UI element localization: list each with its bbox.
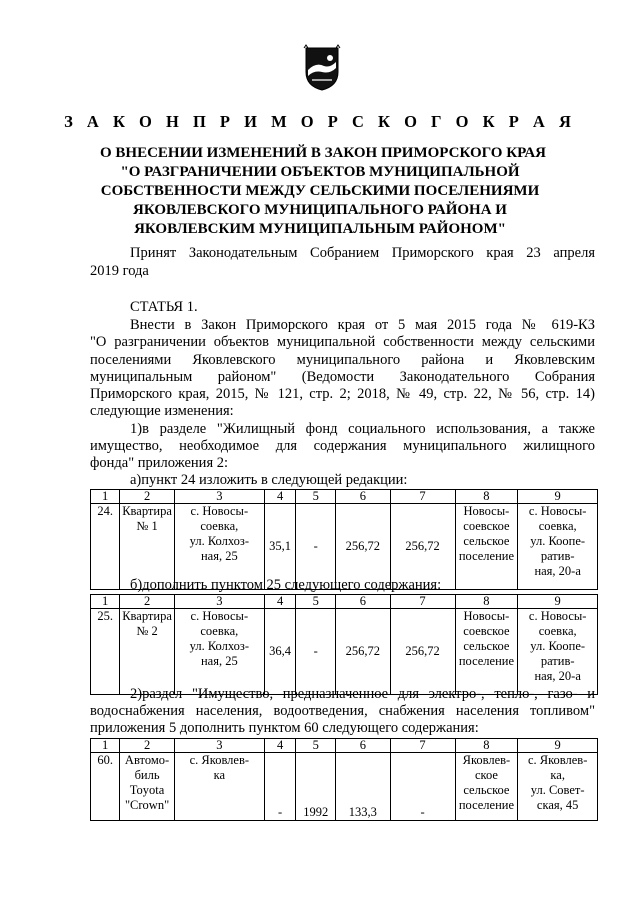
cell-col5: - bbox=[296, 609, 336, 695]
cell-owner-address: с. Новосы- соевка, ул. Коопе- ратив- ная, 20-а bbox=[518, 609, 598, 695]
header-cell: 1 bbox=[91, 595, 120, 609]
header-cell: 1 bbox=[91, 490, 120, 504]
intro-line: муниципальным районом" (Ведомости Законодательного Собрания bbox=[90, 369, 595, 385]
subtitle-line: "О РАЗГРАНИЧЕНИИ ОБЪЕКТОВ МУНИЦИПАЛЬНОЙ bbox=[120, 164, 520, 180]
cell-col7: 256,72 bbox=[390, 609, 455, 695]
table-item-25 bbox=[90, 594, 598, 695]
header-cell: 8 bbox=[455, 490, 518, 504]
cell-number: 24. bbox=[91, 504, 120, 590]
header-cell: 3 bbox=[174, 595, 264, 609]
item1-line: фонда" приложения 2: bbox=[90, 455, 229, 471]
cell-number: 60. bbox=[91, 753, 120, 821]
header-cell: 6 bbox=[336, 739, 390, 753]
subtitle-line: ЯКОВЛЕВСКОГО МУНИЦИПАЛЬНОГО РАЙОНА И bbox=[133, 202, 507, 218]
table-row bbox=[91, 609, 598, 695]
header-cell: 5 bbox=[296, 490, 336, 504]
table-header-row bbox=[91, 490, 598, 504]
intro-line: следующие изменения: bbox=[90, 403, 234, 419]
table-header-row bbox=[91, 595, 598, 609]
cell-address: с. Яковлев- ка bbox=[174, 753, 264, 821]
header-cell: 9 bbox=[518, 739, 598, 753]
cell-owner: Новосы- соевское сельское поселение bbox=[455, 504, 518, 590]
intro-line: "О разграничении объектов муниципальной собственности между сельскими bbox=[90, 334, 595, 350]
header-cell: 2 bbox=[120, 490, 174, 504]
item1-line: 1)в разделе "Жилищный фонд социального использования, а также bbox=[130, 421, 595, 437]
header-cell: 9 bbox=[518, 490, 598, 504]
table-row bbox=[91, 753, 598, 821]
cell-col6: 256,72 bbox=[336, 609, 390, 695]
cell-col6: 133,3 bbox=[336, 753, 390, 821]
cell-name: Квартира № 2 bbox=[120, 609, 174, 695]
header-cell: 8 bbox=[455, 595, 518, 609]
adopted-line-1: Принят Законодательным Собранием Приморского края 23 апреля bbox=[130, 245, 595, 261]
item1-line: имущество, необходимое для содержания муниципального жилищного bbox=[90, 438, 595, 454]
law-title: З А К О Н П Р И М О Р С К О Г О К Р А Я bbox=[64, 112, 576, 131]
cell-number: 25. bbox=[91, 609, 120, 695]
header-cell: 7 bbox=[390, 490, 455, 504]
item2-line: водоснабжения населения, водоотведения, снабжения населения топливом" bbox=[90, 703, 595, 719]
cell-name: Автомо- биль Toyota "Crown" bbox=[120, 753, 174, 821]
cell-owner: Новосы- соевское сельское поселение bbox=[455, 609, 518, 695]
header-cell: 8 bbox=[455, 739, 518, 753]
header-cell: 9 bbox=[518, 595, 598, 609]
header-cell: 3 bbox=[174, 490, 264, 504]
item2-line: 2)раздел "Имущество, предназначенное для электро-, тепло-, газо- и bbox=[130, 686, 595, 702]
header-cell: 3 bbox=[174, 739, 264, 753]
header-cell: 7 bbox=[390, 739, 455, 753]
header-cell: 6 bbox=[336, 490, 390, 504]
article-heading: СТАТЬЯ 1. bbox=[130, 299, 198, 315]
header-cell: 4 bbox=[264, 595, 295, 609]
item1b-text: б)дополнить пунктом 25 следующего содержания: bbox=[130, 577, 442, 593]
cell-col4: 36,4 bbox=[264, 609, 295, 695]
cell-col7: 256,72 bbox=[390, 504, 455, 590]
header-cell: 2 bbox=[120, 739, 174, 753]
law-subtitle bbox=[100, 144, 546, 239]
header-cell: 4 bbox=[264, 490, 295, 504]
intro-line: поселениями Яковлевского муниципального района и Яковлевским bbox=[90, 352, 595, 368]
cell-owner-address: с. Новосы- соевка, ул. Коопе- ратив- ная, 20-а bbox=[518, 504, 598, 590]
cell-col4: - bbox=[264, 753, 295, 821]
subtitle-line: СОБСТВЕННОСТИ МЕЖДУ СЕЛЬСКИМИ ПОСЕЛЕНИЯМИ bbox=[100, 183, 540, 199]
table-header-row bbox=[91, 739, 598, 753]
header-cell: 5 bbox=[296, 739, 336, 753]
header-cell: 4 bbox=[264, 739, 295, 753]
cell-col6: 256,72 bbox=[336, 504, 390, 590]
header-cell: 1 bbox=[91, 739, 120, 753]
subtitle-line: О ВНЕСЕНИИ ИЗМЕНЕНИЙ В ЗАКОН ПРИМОРСКОГО КРАЯ bbox=[100, 145, 546, 161]
item2-line: приложения 5 дополнить пунктом 60 следующего содержания: bbox=[90, 720, 479, 736]
cell-col5: - bbox=[296, 504, 336, 590]
cell-owner: Яковлев- ское сельское поселение bbox=[455, 753, 518, 821]
intro-line: Внести в Закон Приморского края от 5 мая 2015 года № 619-КЗ bbox=[130, 317, 595, 333]
table-item-60 bbox=[90, 738, 598, 821]
cell-owner-address: с. Яковлев- ка, ул. Совет- ская, 45 bbox=[518, 753, 598, 821]
cell-address: с. Новосы- соевка, ул. Колхоз- ная, 25 bbox=[174, 609, 264, 695]
cell-address: с. Новосы- соевка, ул. Колхоз- ная, 25 bbox=[174, 504, 264, 590]
subtitle-line: ЯКОВЛЕВСКИМ МУНИЦИПАЛЬНЫМ РАЙОНОМ" bbox=[134, 221, 506, 237]
header-cell: 2 bbox=[120, 595, 174, 609]
header-cell: 6 bbox=[336, 595, 390, 609]
cell-name: Квартира № 1 bbox=[120, 504, 174, 590]
table-item-24 bbox=[90, 489, 598, 590]
coat-of-arms-emblem bbox=[302, 44, 342, 92]
header-cell: 5 bbox=[296, 595, 336, 609]
intro-line: Приморского края, 2015, № 121, стр. 2; 2018, № 49, стр. 22, № 56, стр. 14) bbox=[90, 386, 595, 402]
cell-col5: 1992 bbox=[296, 753, 336, 821]
cell-col7: - bbox=[390, 753, 455, 821]
item1a-text: а)пункт 24 изложить в следующей редакции: bbox=[130, 472, 408, 488]
adopted-line-2: 2019 года bbox=[90, 263, 149, 279]
cell-col4: 35,1 bbox=[264, 504, 295, 590]
header-cell: 7 bbox=[390, 595, 455, 609]
